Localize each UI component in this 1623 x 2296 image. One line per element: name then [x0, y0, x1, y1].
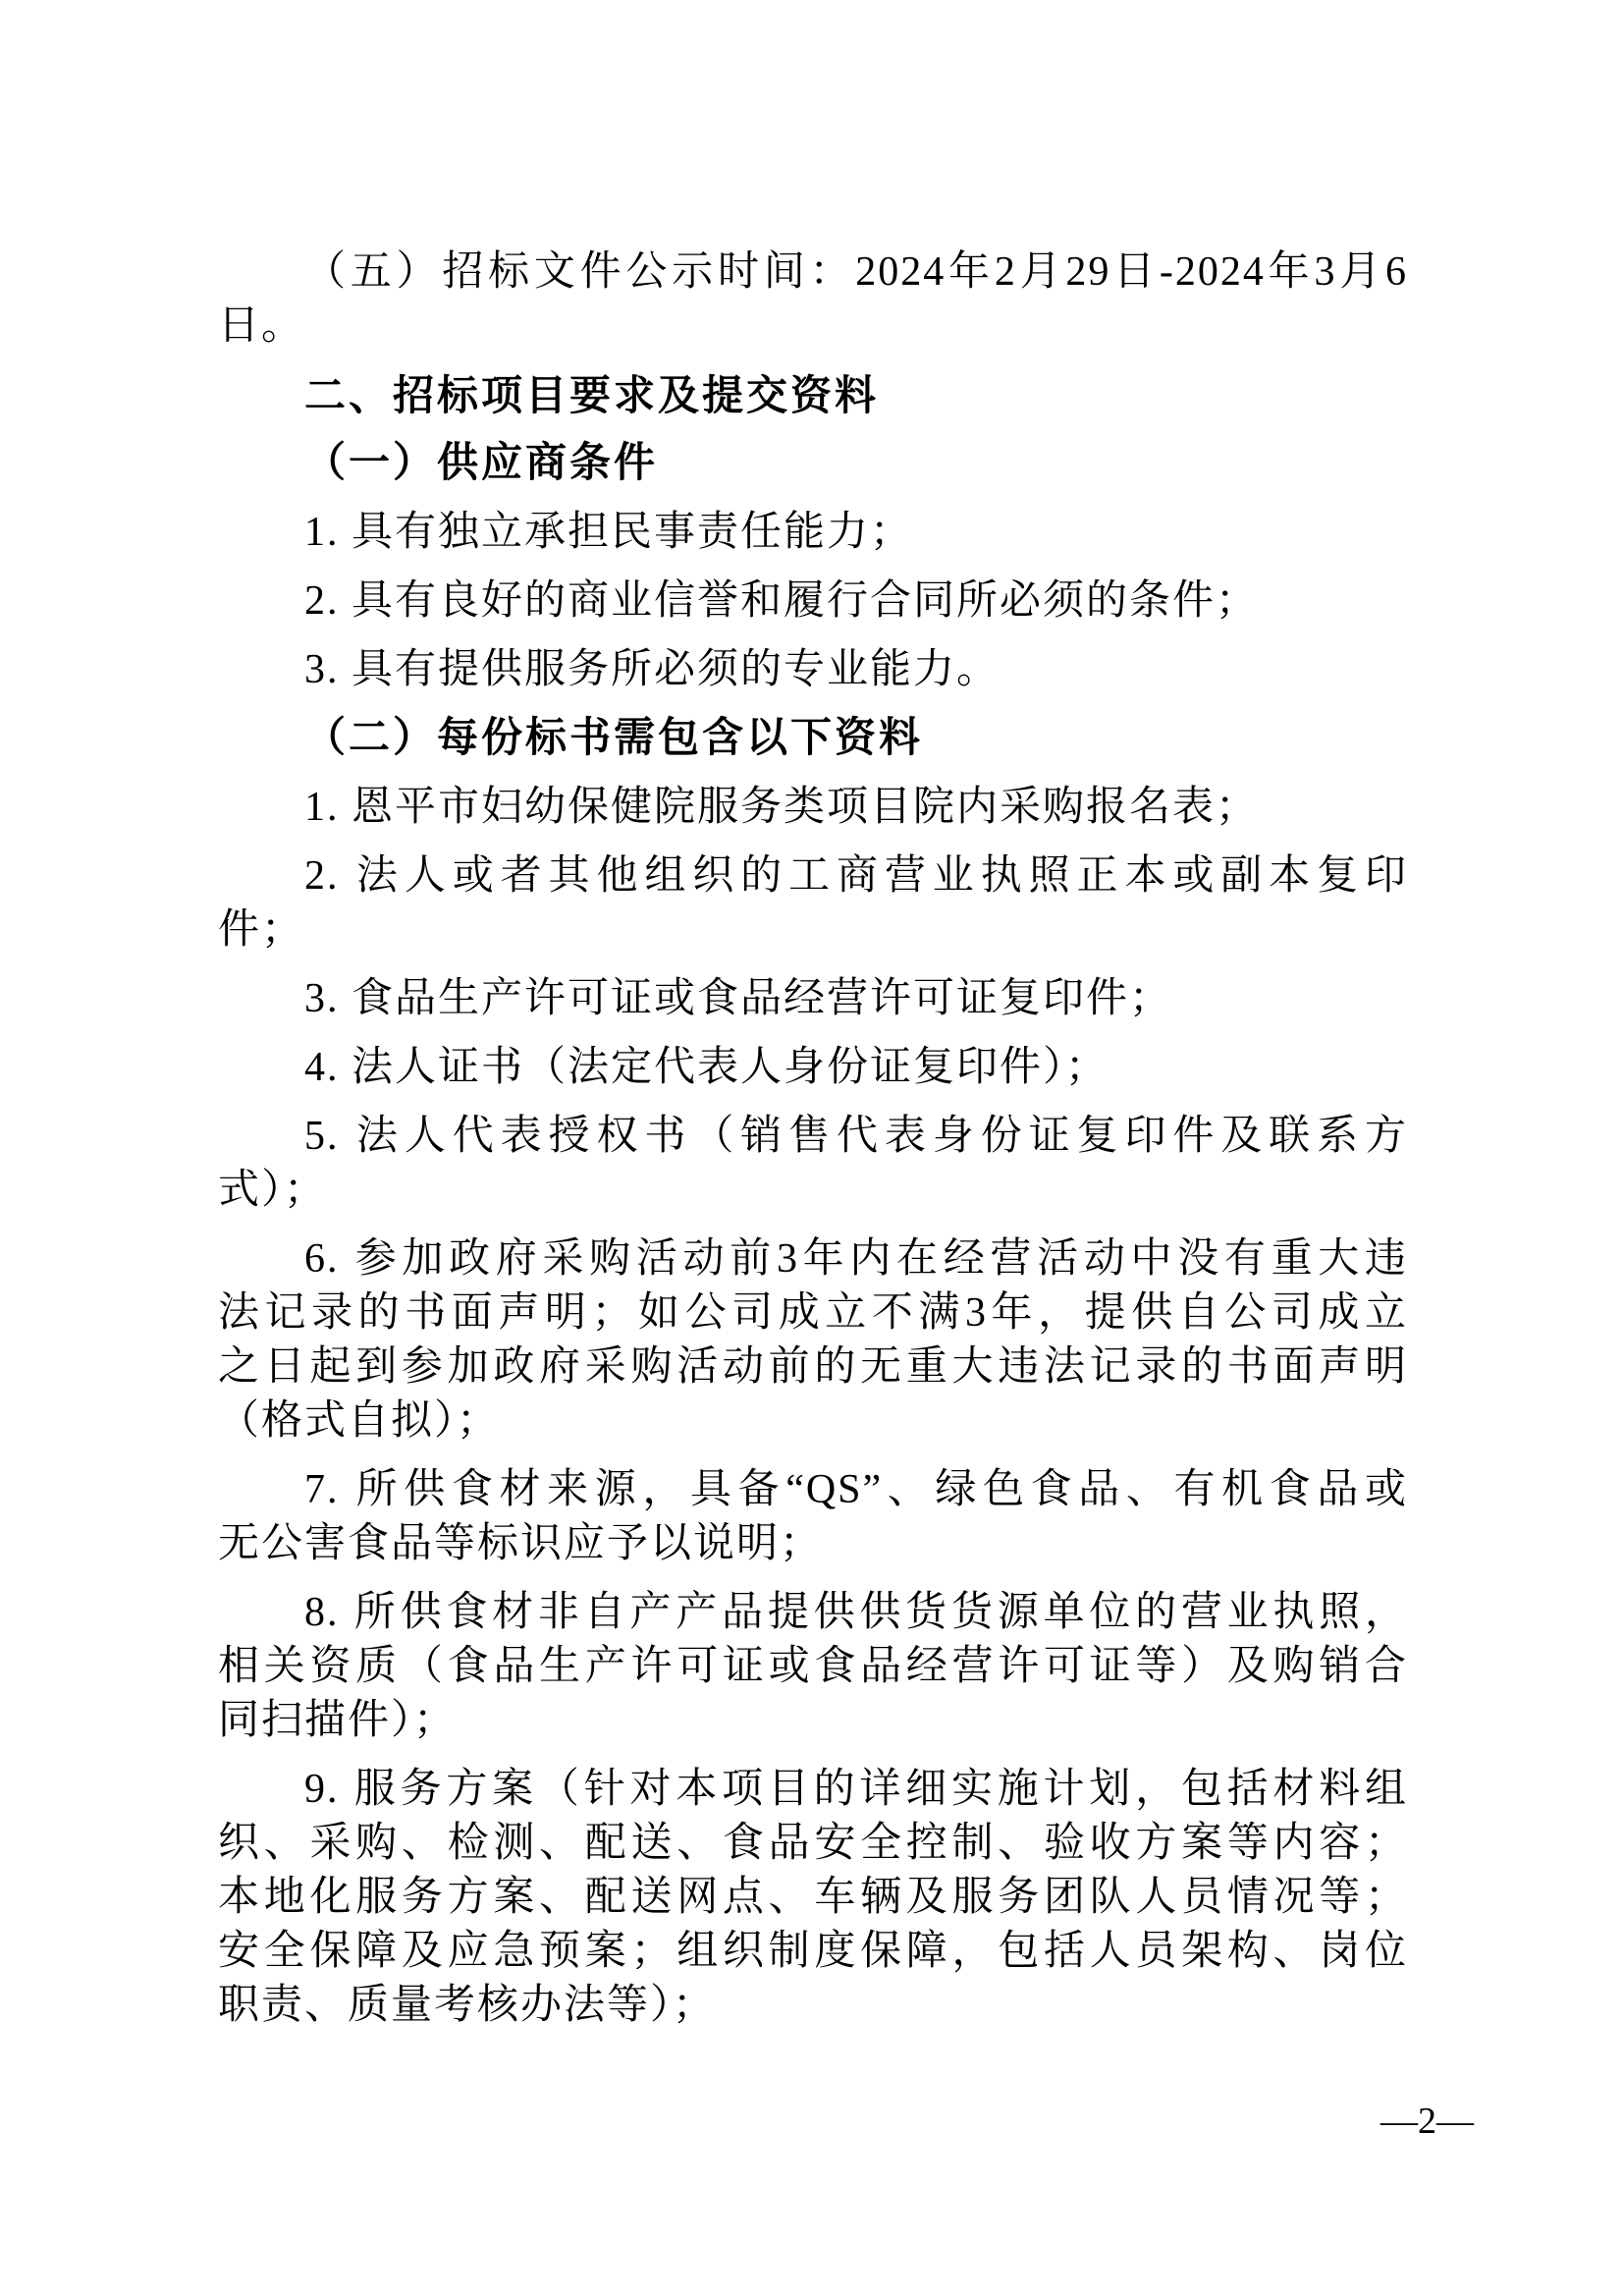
text-line: 二、招标项目要求及提交资料 [304, 372, 880, 418]
text-line: 4. 法人证书（法定代表人身份证复印件）； [304, 1045, 1109, 1090]
paragraph [218, 972, 1408, 1026]
paragraph [218, 1586, 1408, 1748]
text-line: 无公害食品等标识应予以说明； [218, 1521, 824, 1566]
text-line: 3. 食品生产许可证或食品经营许可证复印件； [304, 976, 1173, 1021]
sub-heading [218, 712, 1408, 766]
text-line: 2. 具有良好的商业信誉和履行合同所必须的条件； [304, 578, 1260, 624]
text-line: 7. 所供食材来源，具备“QS”、绿色食品、有机食品或 [304, 1467, 1408, 1512]
text-line: 安全保障及应急预案；组织制度保障，包括人员架构、岗位 [218, 1929, 1408, 1974]
text-line: 8. 所供食材非自产产品提供供货货源单位的营业执照， [304, 1590, 1408, 1635]
text-line: 同扫描件）； [218, 1698, 458, 1743]
text-line: （一）供应商条件 [304, 441, 659, 486]
text-line: 5. 法人代表授权书（销售代表身份证复印件及联系方 [304, 1114, 1408, 1159]
paragraph [218, 1763, 1408, 2033]
text-line: （二）每份标书需包含以下资料 [304, 716, 924, 761]
text-line: 2. 法人或者其他组织的工商营业执照正本或副本复印 [304, 853, 1408, 899]
text-line: 法记录的书面声明；如公司成立不满3年，提供自公司成立 [218, 1290, 1408, 1336]
text-line: 织、采购、检测、配送、食品安全控制、验收方案等内容； [218, 1821, 1408, 1866]
page-number: —2— [1380, 2101, 1474, 2142]
text-line: 本地化服务方案、配送网点、车辆及服务团队人员情况等； [218, 1875, 1408, 1920]
text-line: 日。 [218, 303, 305, 349]
text-line: 6. 参加政府采购活动前3年内在经营活动中没有重大违 [304, 1236, 1408, 1282]
text-line: 3. 具有提供服务所必须的专业能力。 [304, 647, 1001, 692]
paragraph [218, 1232, 1408, 1449]
paragraph [218, 1463, 1408, 1571]
paragraph [218, 1110, 1408, 1218]
text-line: 1. 恩平市妇幼保健院服务类项目院内采购报名表； [304, 785, 1260, 830]
section-heading [218, 368, 1408, 422]
paragraph [218, 574, 1408, 629]
text-line: （格式自拟）； [218, 1398, 501, 1444]
paragraph [218, 643, 1408, 697]
text-line: 之日起到参加政府采购活动前的无重大违法记录的书面声明 [218, 1344, 1408, 1390]
paragraph [218, 246, 1408, 354]
paragraph [218, 1041, 1408, 1095]
paragraph [218, 506, 1408, 560]
text-line: 件； [218, 907, 305, 953]
text-line: 式）； [218, 1168, 328, 1213]
document-body [218, 246, 1408, 2048]
text-line: 1. 具有独立承担民事责任能力； [304, 510, 914, 555]
text-line: （五）招标文件公示时间：2024年2月29日-2024年3月6 [304, 249, 1408, 295]
sub-heading [218, 437, 1408, 491]
text-line: 相关资质（食品生产许可证或食品经营许可证等）及购销合 [218, 1644, 1408, 1689]
paragraph [218, 781, 1408, 835]
paragraph [218, 849, 1408, 957]
text-line: 9. 服务方案（针对本项目的详细实施计划，包括材料组 [304, 1767, 1408, 1812]
text-line: 职责、质量考核办法等）； [218, 1983, 717, 2028]
